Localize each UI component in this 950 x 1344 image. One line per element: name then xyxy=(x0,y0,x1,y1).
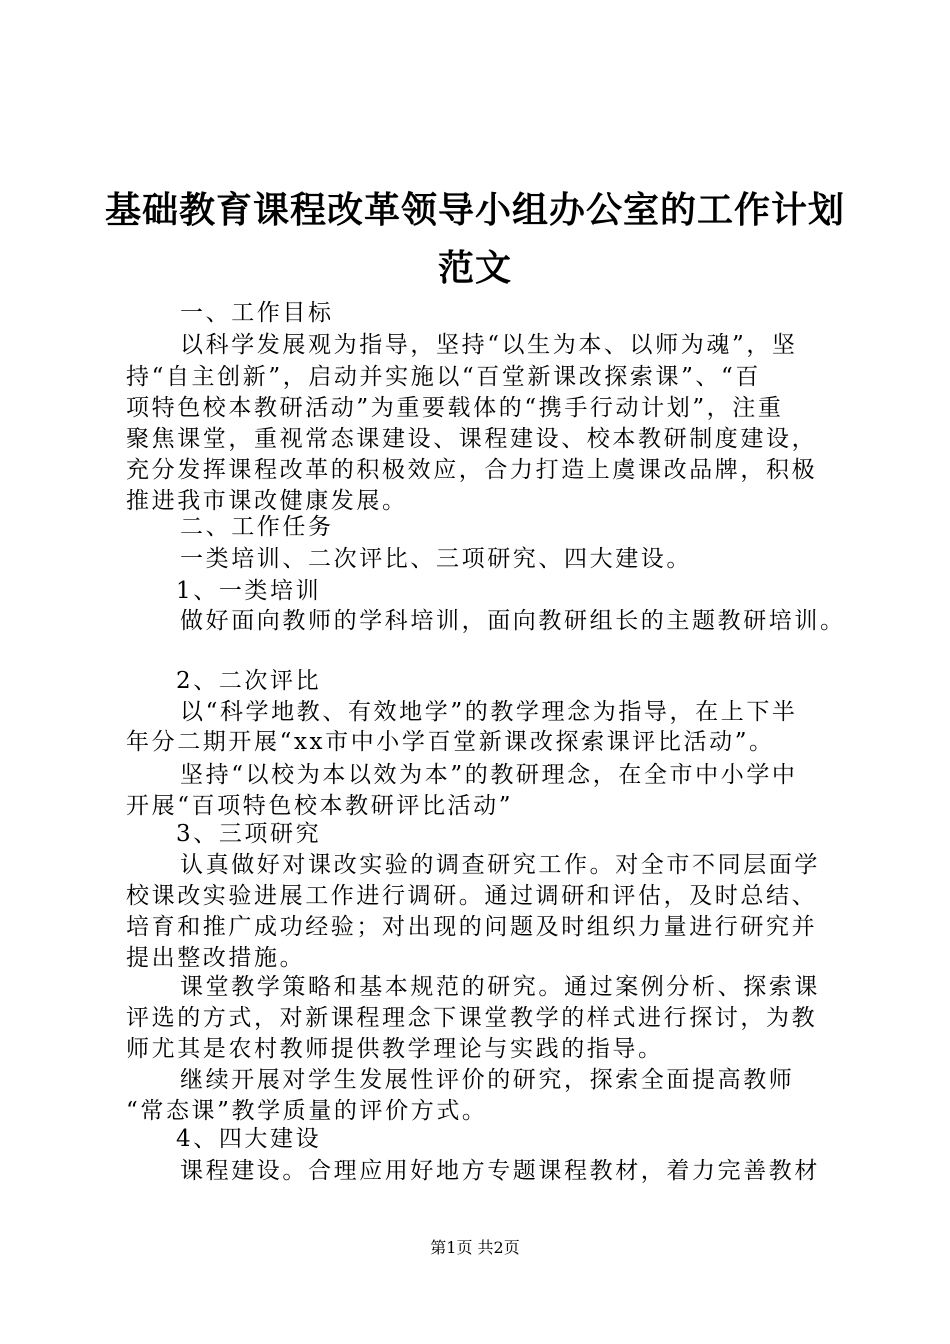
paragraph-line: 评选的方式，对新课程理念下课堂教学的样式进行探讨，为教 xyxy=(126,1005,818,1031)
paragraph-line: 提出整改措施。 xyxy=(126,945,306,971)
paragraph-line: 做好面向教师的学科培训，面向教研组长的主题教研培训。 xyxy=(180,608,846,634)
paragraph-line: 一类培训、二次评比、三项研究、四大建设。 xyxy=(180,546,692,572)
paragraph-line: 项特色校本教研活动”为重要载体的“携手行动计划”，注重 xyxy=(126,395,784,421)
paragraph-line: 继续开展对学生发展性评价的研究，探索全面提高教师 xyxy=(180,1067,795,1093)
paragraph-line: 以“科学地教、有效地学”的教学理念为指导，在上下半 xyxy=(180,699,798,725)
page-number-footer: 第1页 共2页 xyxy=(430,1238,520,1257)
subsection-heading-training: 1、一类培训 xyxy=(176,578,322,604)
subsection-heading-construction: 4、四大建设 xyxy=(176,1126,322,1152)
paragraph-line: 课程建设。合理应用好地方专题课程教材，着力完善教材 xyxy=(180,1158,820,1184)
paragraph-line: 校课改实验进展工作进行调研。通过调研和评估，及时总结、 xyxy=(126,883,818,909)
document-title-line-2: 范文 xyxy=(437,247,512,289)
paragraph-line: 坚持“以校为本以效为本”的教研理念，在全市中小学中 xyxy=(180,762,798,788)
paragraph-line: 课堂教学策略和基本规范的研究。通过案例分析、探索课 xyxy=(180,974,820,1000)
paragraph-line: 持“自主创新”，启动并实施以“百堂新课改探索课”、“百 xyxy=(126,364,761,390)
subsection-heading-research: 3、三项研究 xyxy=(176,821,322,847)
paragraph-line: 聚焦课堂，重视常态课建设、课程建设、校本教研制度建设， xyxy=(126,426,818,452)
paragraph-line: 认真做好对课改实验的调查研究工作。对全市不同层面学 xyxy=(180,852,820,878)
section-heading-goals: 一、工作目标 xyxy=(180,300,334,326)
subsection-heading-evaluation: 2、二次评比 xyxy=(176,668,322,694)
paragraph-line: 以科学发展观为指导，坚持“以生为本、以师为魂”，坚 xyxy=(180,332,798,358)
paragraph-line: 培育和推广成功经验；对出现的问题及时组织力量进行研究并 xyxy=(126,914,818,940)
paragraph-line: “常态课”教学质量的评价方式。 xyxy=(126,1098,488,1124)
paragraph-line: 充分发挥课程改革的积极效应，合力打造上虞课改品牌，积极 xyxy=(126,457,818,483)
document-title-line-1: 基础教育课程改革领导小组办公室的工作计划 xyxy=(104,189,845,231)
paragraph-line: 年分二期开展“xx市中小学百堂新课改探索课评比活动”。 xyxy=(126,729,775,755)
paragraph-line: 开展“百项特色校本教研评比活动” xyxy=(126,793,514,819)
paragraph-line: 推进我市课改健康发展。 xyxy=(126,488,408,514)
paragraph-line: 师尤其是农村教师提供教学理论与实践的指导。 xyxy=(126,1036,664,1062)
section-heading-tasks: 二、工作任务 xyxy=(180,514,334,540)
